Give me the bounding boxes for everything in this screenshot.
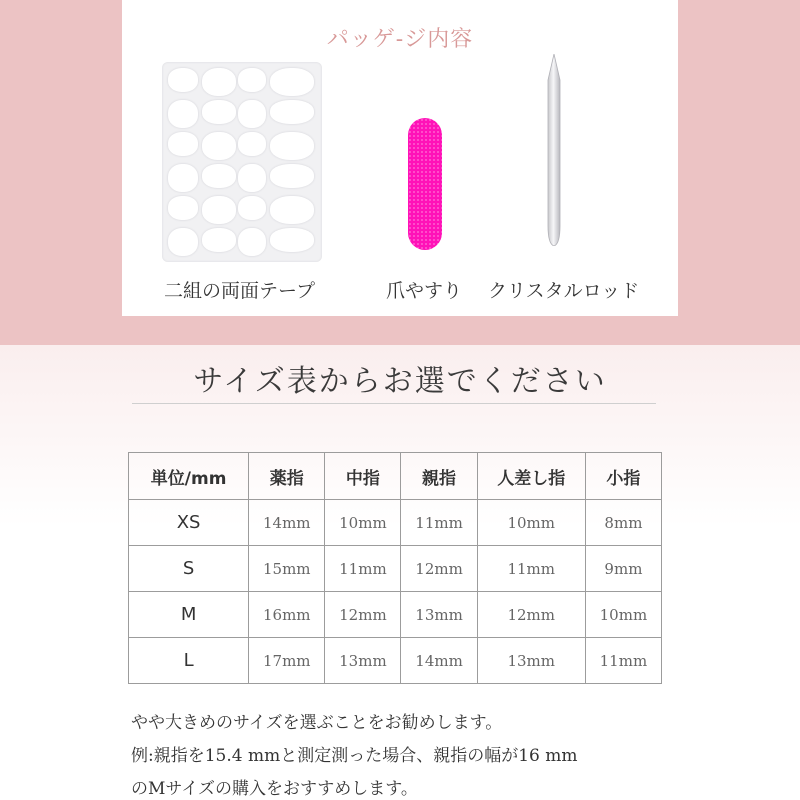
adhesive-tab [168, 100, 198, 128]
table-cell: 15mm [249, 546, 325, 592]
adhesive-tab [270, 164, 314, 188]
adhesive-tab [168, 164, 198, 192]
nail-file-icon [408, 118, 442, 250]
adhesive-tab [238, 132, 266, 156]
table-cell: 12mm [325, 592, 401, 638]
table-cell: 10mm [477, 500, 585, 546]
title-divider [132, 403, 656, 404]
size-chart-title: サイズ表からお選でください [193, 364, 607, 399]
table-cell: 14mm [249, 500, 325, 546]
adhesive-tab [270, 132, 314, 160]
adhesive-tab [238, 100, 266, 128]
adhesive-tab [202, 100, 236, 124]
note-line-2: 例:親指を15.4 mmと測定測った場合、親指の幅が16 mm [131, 746, 578, 766]
table-cell: 11mm [477, 546, 585, 592]
item-label-tape: 二組の両面テープ [164, 280, 316, 302]
adhesive-tab [202, 164, 236, 188]
adhesive-tab [168, 228, 198, 256]
adhesive-tab [270, 196, 314, 224]
table-cell: 11mm [401, 500, 477, 546]
table-header-row [129, 453, 662, 500]
table-cell: 13mm [477, 638, 585, 684]
size-table [128, 452, 662, 684]
table-cell: 10mm [325, 500, 401, 546]
header-middle-finger: 中指 [325, 453, 401, 500]
adhesive-tab [270, 100, 314, 124]
size-code: L [129, 638, 249, 684]
table-cell: 12mm [477, 592, 585, 638]
adhesive-tab [202, 228, 236, 252]
table-cell: 16mm [249, 592, 325, 638]
adhesive-tab [238, 68, 266, 92]
table-row [129, 500, 662, 546]
adhesive-tab [270, 228, 314, 252]
adhesive-tab [202, 132, 236, 160]
size-code: M [129, 592, 249, 638]
table-row [129, 638, 662, 684]
table-cell: 11mm [325, 546, 401, 592]
table-cell: 17mm [249, 638, 325, 684]
table-cell: 13mm [325, 638, 401, 684]
item-label-file: 爪やすり [386, 280, 463, 302]
adhesive-tab [168, 132, 198, 156]
table-cell: 13mm [401, 592, 477, 638]
package-title: パッゲ-ジ内容 [326, 27, 474, 52]
adhesive-tab-sheet-icon [162, 62, 322, 262]
item-label-rod: クリスタルロッド [488, 280, 640, 302]
adhesive-tab [238, 164, 266, 192]
table-cell: 12mm [401, 546, 477, 592]
size-code: XS [129, 500, 249, 546]
adhesive-tab [168, 196, 198, 220]
header-unit: 単位/mm [129, 453, 249, 500]
package-contents-card [122, 0, 678, 316]
size-code: S [129, 546, 249, 592]
header-ring-finger: 薬指 [249, 453, 325, 500]
adhesive-tab [238, 228, 266, 256]
adhesive-tab [202, 68, 236, 96]
table-row [129, 592, 662, 638]
header-thumb: 親指 [401, 453, 477, 500]
adhesive-tab [270, 68, 314, 96]
crystal-rod-icon [544, 54, 564, 246]
note-line-3: のMサイズの購入をおすすめします。 [131, 779, 418, 799]
adhesive-tab [202, 196, 236, 224]
table-cell: 9mm [585, 546, 661, 592]
table-row [129, 546, 662, 592]
header-index-finger: 人差し指 [477, 453, 585, 500]
table-cell: 10mm [585, 592, 661, 638]
table-cell: 11mm [585, 638, 661, 684]
table-cell: 8mm [585, 500, 661, 546]
header-little-finger: 小指 [585, 453, 661, 500]
adhesive-tab [238, 196, 266, 220]
table-cell: 14mm [401, 638, 477, 684]
note-line-1: やや大きめのサイズを選ぶことをお勧めします。 [131, 713, 503, 733]
adhesive-tab [168, 68, 198, 92]
